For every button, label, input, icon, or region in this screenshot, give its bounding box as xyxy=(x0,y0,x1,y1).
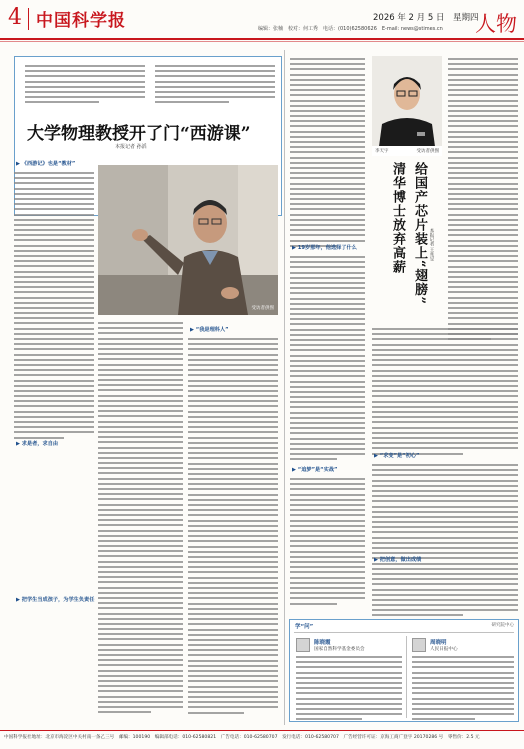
profile-subhead-4 xyxy=(374,556,421,563)
profile-headline-main: 给国产芯片装上“翅膀” xyxy=(412,162,427,305)
portrait-caption xyxy=(372,146,442,156)
subhead-1 xyxy=(16,160,75,167)
entry-1-text xyxy=(296,656,402,723)
entry-1-role: 国家自然科学基金委员会 xyxy=(314,647,365,652)
lede-column-right xyxy=(155,65,275,107)
masthead xyxy=(0,0,524,38)
portrait-name: 李天宇 xyxy=(375,149,389,154)
entry-2-text xyxy=(412,656,514,723)
main-headline: 大学物理教授开了门“西游课” xyxy=(27,124,251,144)
main-column-2 xyxy=(98,322,183,716)
profile-column-1c xyxy=(290,478,365,608)
subhead-2-text: “我是理科人” xyxy=(195,327,229,333)
professor-photo xyxy=(98,165,278,315)
footer-text: 中国科学报社地址：北京市海淀区中关村南一条乙三号 邮编：100190 编辑部电话：010-62580821 广告电话：010-62580707 发行电话：010-62580707 广告经营许可证：京海工商广登字 20170286 号 零售价：2.5 元 xyxy=(4,735,485,740)
professor-photo-illustration xyxy=(98,165,278,315)
profile-subhead-3-text: “求变”是“初心” xyxy=(379,453,420,459)
issue-date: 2026 年 2 月 5 日 星期四 xyxy=(373,13,479,23)
portrait-credit: 受访者供图 xyxy=(416,149,439,154)
subhead-4-text: 把学生当成孩子，为学生负责任 xyxy=(21,597,95,603)
profile-headline xyxy=(386,162,446,322)
profile-subhead-3 xyxy=(374,452,419,459)
subhead-4 xyxy=(16,596,94,603)
subhead-marker-icon: ▶ xyxy=(16,441,22,447)
profile-subhead-1-text: 19岁那年，他选择了什么 xyxy=(297,245,357,251)
subhead-marker-icon: ▶ xyxy=(374,453,380,459)
entry-2-avatar xyxy=(412,638,426,652)
page-number: 4 xyxy=(8,5,22,30)
profile-column-1b xyxy=(290,256,365,464)
masthead-hairline xyxy=(0,41,524,42)
profile-headline-second: 清华博士放弃高薪 xyxy=(390,162,405,274)
profile-subhead-2-text: “追梦”是“实战” xyxy=(297,467,338,473)
profile-column-1 xyxy=(290,58,365,250)
newspaper-logo: 中国科学报 xyxy=(36,11,126,31)
subhead-marker-icon: ▶ xyxy=(292,245,298,251)
sidebar-box-divider xyxy=(406,636,407,718)
section-title: 人物 xyxy=(475,12,517,36)
main-byline: 本报记者 孙滔 xyxy=(115,144,147,150)
main-column-3 xyxy=(188,338,278,717)
profile-subhead-1 xyxy=(292,244,357,251)
lede-column-left xyxy=(25,65,145,107)
profile-byline: 本报记者 王兆昱 xyxy=(429,228,434,261)
sidebar-box-title: 学“问” xyxy=(295,624,314,630)
editor-credits: 编辑：张楠 校对：何工秀 电话：(010)62580626 E-mail: news@stimes.cn xyxy=(258,26,443,32)
profile-column-3 xyxy=(372,328,518,458)
subhead-marker-icon: ▶ xyxy=(16,161,22,167)
masthead-divider xyxy=(28,8,29,30)
entry-2-role: 人民日报中心 xyxy=(430,647,458,652)
profile-subhead-4-text: 把创意，做出成绩 xyxy=(379,557,422,563)
subhead-marker-icon: ▶ xyxy=(16,597,22,603)
subhead-marker-icon: ▶ xyxy=(292,467,298,473)
sidebar-box xyxy=(289,619,519,722)
photo-credit: 受访者供图 xyxy=(251,306,274,311)
entry-1-name: 陈晓霞 xyxy=(314,640,331,646)
entry-1-avatar xyxy=(296,638,310,652)
subhead-2 xyxy=(190,326,229,333)
sidebar-box-label: 研究院中心 xyxy=(491,623,514,628)
entry-2-name: 周晓明 xyxy=(430,640,447,646)
masthead-rule xyxy=(0,38,524,40)
subhead-marker-icon: ▶ xyxy=(190,327,196,333)
main-column-1 xyxy=(14,172,94,442)
subhead-1-text: 《西游记》也是“教材” xyxy=(21,161,76,167)
profile-column-3b xyxy=(372,464,518,620)
profile-portrait-illustration xyxy=(372,56,442,154)
subhead-3 xyxy=(16,440,58,447)
profile-column-2 xyxy=(448,58,518,343)
profile-subhead-2 xyxy=(292,466,337,473)
profile-portrait xyxy=(372,56,442,154)
subhead-3-text: 求是者，求自由 xyxy=(21,441,59,447)
subhead-marker-icon: ▶ xyxy=(374,557,380,563)
sidebar-box-rule xyxy=(294,632,514,633)
column-rule xyxy=(284,50,285,725)
page-footer xyxy=(0,730,524,749)
